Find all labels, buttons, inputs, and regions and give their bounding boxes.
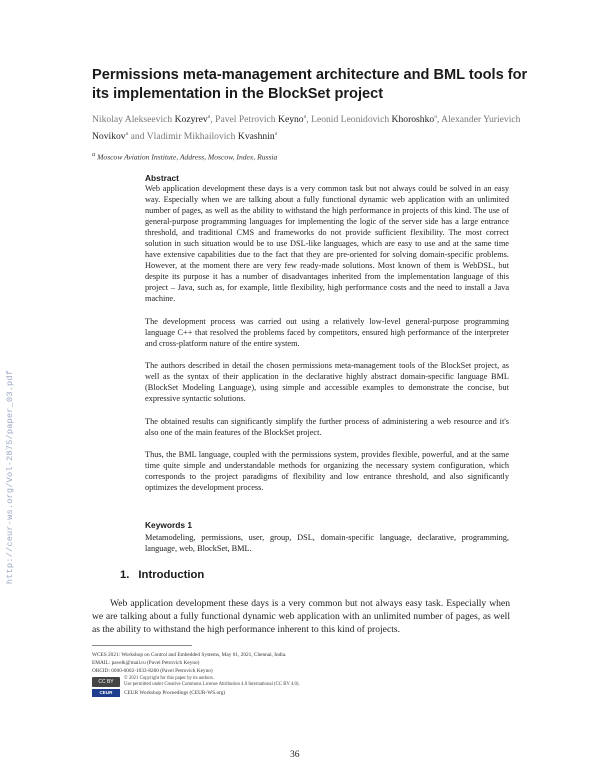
abstract-paragraph: Web application development these days is a very common task but not always could be solved in an easy way. Especially when we are talking about a fully functional dynamic web application with an unlimited number of pages, as well as the ability to withstand the high performance in projects of this kind. The use of general-purpose programming languages for implementing the logic of the server side has a large entrance threshold, and traditional CMS and frameworks do not provide sufficient flexibility. The most correct solution in such situation would be to use DSL-like languages, which are easy to use and at the same time have extensive capabilities due to the fact that they are pre-oriented for solving domain-specific problems. However, at the moment there are very few ready-made solutions. Most known of them is WebDSL, but despite its purpose it has a number of disadvantages inherited from the implementation language of this project – Java, such as, for example, little flexibility, high performance costs and the need to install a Java machine. [145,184,509,303]
author-list [92,110,532,144]
proceedings-text: CEUR Workshop Proceedings (CEUR-WS.org) [124,690,226,696]
author-item: Alexander Yurievich Novikov$^a$ and [92,114,521,143]
keywords: Metamodeling, permissions, user, group, DSL, domain-specific language, declarative, programming, language, web, BlockSet, BML. [145,533,509,553]
abstract-heading: Abstract [145,173,179,183]
keywords-heading: Keywords 1 [145,520,193,530]
license-text: © 2021 Copyright for this paper by its authors. Use permitted under Creative Commons License Attribution 4.0 International (CC BY 4.0). [124,676,300,687]
author-item: Leonid Leonidovich Khoroshko$^a$, [311,114,440,126]
footnote-conference: WCES 2021: Workshop on Control and Embedded Systems, May 01, 2021, Chennai, India. [92,652,287,658]
abstract-paragraph: The authors described in detail the chosen permissions meta-management tools of the BlockSet project, as well as the syntax of their application in the declarative highly abstract domain-specific language BML (BlockSet Modeling Language), using simple and accessible examples to demonstrate the concise, but expressive syntactic solutions. [145,361,509,403]
section-number: 1. [120,569,130,581]
section-heading [120,569,204,581]
abstract-paragraph: Thus, the BML language, coupled with the permissions system, provides flexible, powerful, and at the same time quite simple and understandable methods for organizing the necessary system configuration, which corresponds to the project paradigms of flexibility and low entrance threshold, and also significantly optimizes the development process. [145,450,509,492]
footnote-orcid: ORCID: 0000-0002-1033-8260 (Pavel Petrovich Keyno) [92,668,213,674]
ceur-logo-icon: CEUR [92,689,120,697]
author-item: Nikolay Alekseevich Kozyrev$^a$, [92,114,213,126]
page-number: 36 [290,749,300,760]
abstract-paragraph: The development process was carried out using a relatively low-level general-purpose programming language C++ that resolved the problems faced by competitors, ensured high performance of the interpreter and cross-platform nature of the entire system. [145,316,509,348]
proceedings-row [92,689,512,697]
abstract-paragraph: The obtained results can significantly simplify the further process of administering a web resource and it's also one of the main features of the BlockSet project. [145,416,509,437]
paper-title: Permissions meta-management architecture and BML tools for its implementation in the BlockSet project [92,67,528,102]
author-item: Vladimir Mikhailovich Kvashnin$^a$ [146,131,278,143]
author-item: Pavel Petrovich Keyno$^a$, [215,114,309,126]
footnote-email: EMAIL: pavelk@mail.ru (Pavel Petrovich Keyno) [92,660,200,666]
affiliation: $^a$ Moscow Aviation Institute, Address, Moscow, Index, Russia [92,151,278,162]
section-title: Introduction [138,569,205,581]
side-watermark: http://ceur-ws.org/Vol-2875/paper_03.pdf [5,369,15,585]
footnote [92,651,512,697]
intro-paragraph: Web application development these days is a very common but not always easy task. Especially when we are talking about a fully functional dynamic web application with an unlimited number of pages, as well as the ability to withstand the high performance inherent to this kind of projects. [92,598,510,635]
abstract [145,183,509,505]
license-row [92,676,512,688]
footnote-rule [92,645,192,646]
cc-license-icon: CC BY [92,677,120,687]
